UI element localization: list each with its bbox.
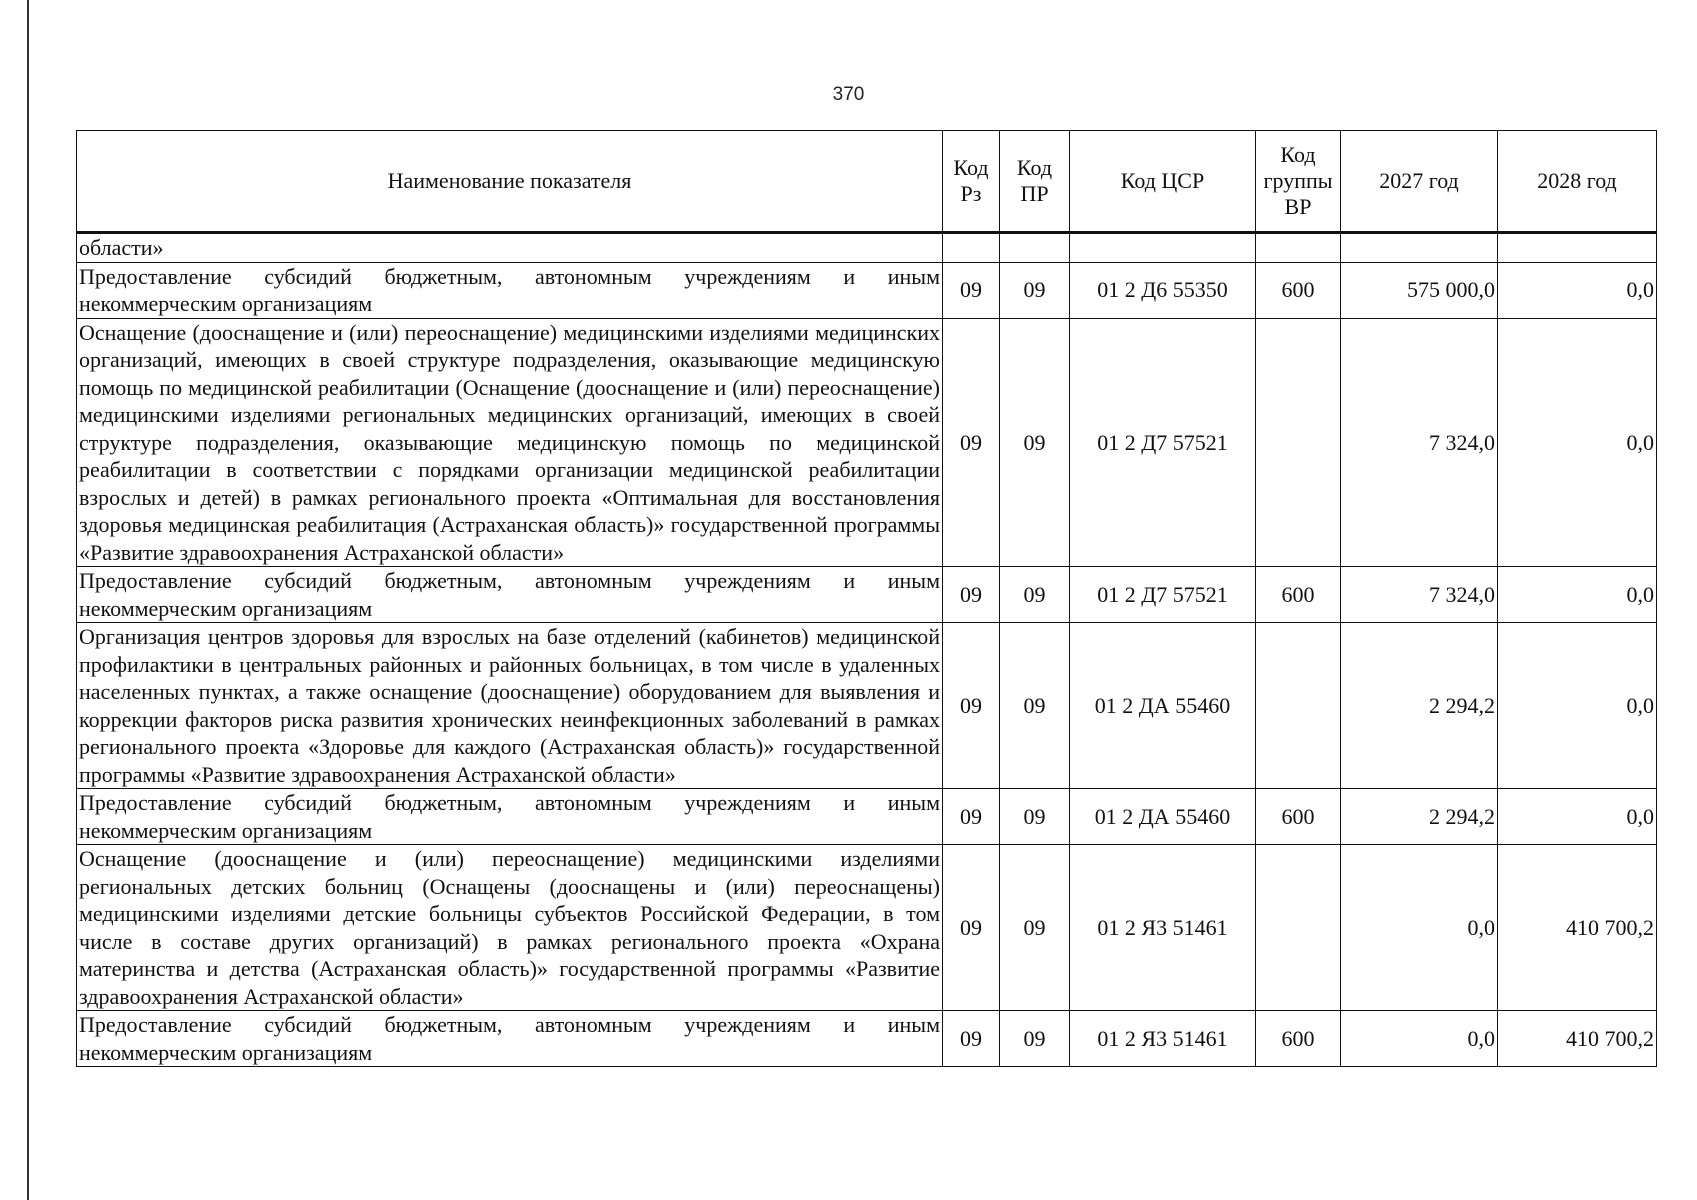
empty-cell [1341,233,1498,263]
empty-cell [1498,233,1657,263]
header-2027: 2027 год [1341,131,1498,233]
row-csr: 01 2 Д6 55350 [1070,262,1256,318]
row-rz: 09 [943,1011,1000,1067]
empty-cell [1256,233,1341,263]
row-name: Предоставление субсидий бюджетным, автономным учреждениям и иным некоммерческим организациям [77,567,943,623]
row-vr: 600 [1256,789,1341,845]
row-pr: 09 [1000,789,1070,845]
row-rz: 09 [943,262,1000,318]
row-csr: 01 2 ДА 55460 [1070,623,1256,789]
row-vr: 600 [1256,262,1341,318]
row-pr: 09 [1000,567,1070,623]
header-name: Наименование показателя [77,131,943,233]
header-csr: Код ЦСР [1070,131,1256,233]
header-pr: Код ПР [1000,131,1070,233]
row-pr: 09 [1000,1011,1070,1067]
row-2027: 7 324,0 [1341,318,1498,567]
row-2027: 2 294,2 [1341,789,1498,845]
row-2028: 410 700,2 [1498,1011,1657,1067]
row-pr: 09 [1000,318,1070,567]
row-name: Организация центров здоровья для взрослых на базе отделений (кабинетов) медицинской профилактики в центральных районных и районных больницах, в том числе в удаленных населенных пунктах, а также оснащение (дооснащение) оборудованием для выявления и коррекции факторов риска развития хронических неинфекционных заболеваний в рамках регионального проекта «Здоровье для каждого (Астраханская область)» государственной программы «Развитие здравоохранения Астраханской области» [77,623,943,789]
table-row [77,262,1657,318]
row-2028: 0,0 [1498,567,1657,623]
row-pr: 09 [1000,845,1070,1011]
row-name: Предоставление субсидий бюджетным, автономным учреждениям и иным некоммерческим организациям [77,1011,943,1067]
row-2027: 575 000,0 [1341,262,1498,318]
table-row [77,845,1657,1011]
table-row-continuation [77,233,1657,263]
row-pr: 09 [1000,623,1070,789]
header-2028: 2028 год [1498,131,1657,233]
empty-cell [1070,233,1256,263]
row-name: области» [77,233,943,263]
table-header-row [77,131,1657,233]
empty-cell [943,233,1000,263]
row-name: Оснащение (дооснащение и (или) переоснащение) медицинскими изделиями медицинских организаций, имеющих в своей структуре подразделения, оказывающие медицинскую помощь по медицинской реабилитации (Оснащение (дооснащение и (или) переоснащение) медицинскими изделиями региональных медицинских организаций, имеющих в своей структуре подразделения, оказывающие медицинскую помощь по медицинской реабилитации в соответствии с порядками организации медицинской реабилитации взрослых и детей) в рамках регионального проекта «Оптимальная для восстановления здоровья медицинская реабилитация (Астраханская область)» государственной программы «Развитие здравоохранения Астраханской области» [77,318,943,567]
row-vr: 600 [1256,567,1341,623]
page-number: 370 [832,84,865,105]
row-csr: 01 2 Д7 57521 [1070,567,1256,623]
row-csr: 01 2 Д7 57521 [1070,318,1256,567]
empty-cell [1000,233,1070,263]
row-2027: 0,0 [1341,845,1498,1011]
row-2028: 0,0 [1498,789,1657,845]
row-2028: 410 700,2 [1498,845,1657,1011]
row-pr: 09 [1000,262,1070,318]
scan-margin-line [27,0,29,1200]
table-row [77,623,1657,789]
row-vr [1256,318,1341,567]
header-vr: Код группы ВР [1256,131,1341,233]
row-vr [1256,623,1341,789]
row-csr: 01 2 ДА 55460 [1070,789,1256,845]
row-name: Предоставление субсидий бюджетным, автономным учреждениям и иным некоммерческим организациям [77,789,943,845]
budget-table [76,130,1657,1067]
table-row [77,789,1657,845]
row-name: Предоставление субсидий бюджетным, автономным учреждениям и иным некоммерческим организациям [77,262,943,318]
row-rz: 09 [943,623,1000,789]
row-2027: 7 324,0 [1341,567,1498,623]
row-2028: 0,0 [1498,623,1657,789]
row-rz: 09 [943,845,1000,1011]
table-row [77,1011,1657,1067]
row-2028: 0,0 [1498,318,1657,567]
row-csr: 01 2 Я3 51461 [1070,845,1256,1011]
row-vr: 600 [1256,1011,1341,1067]
table-row [77,567,1657,623]
row-2027: 0,0 [1341,1011,1498,1067]
row-2027: 2 294,2 [1341,623,1498,789]
header-rz: Код Рз [943,131,1000,233]
row-rz: 09 [943,318,1000,567]
row-2028: 0,0 [1498,262,1657,318]
row-vr [1256,845,1341,1011]
row-rz: 09 [943,567,1000,623]
table-row [77,318,1657,567]
row-name: Оснащение (дооснащение и (или) переоснащение) медицинскими изделиями региональных детских больниц (Оснащены (дооснащены и (или) переоснащены) медицинскими изделиями детские больницы субъектов Российской Федерации, в том числе в составе других организаций) в рамках регионального проекта «Охрана материнства и детства (Астраханская область)» государственной программы «Развитие здравоохранения Астраханской области» [77,845,943,1011]
row-rz: 09 [943,789,1000,845]
row-csr: 01 2 Я3 51461 [1070,1011,1256,1067]
